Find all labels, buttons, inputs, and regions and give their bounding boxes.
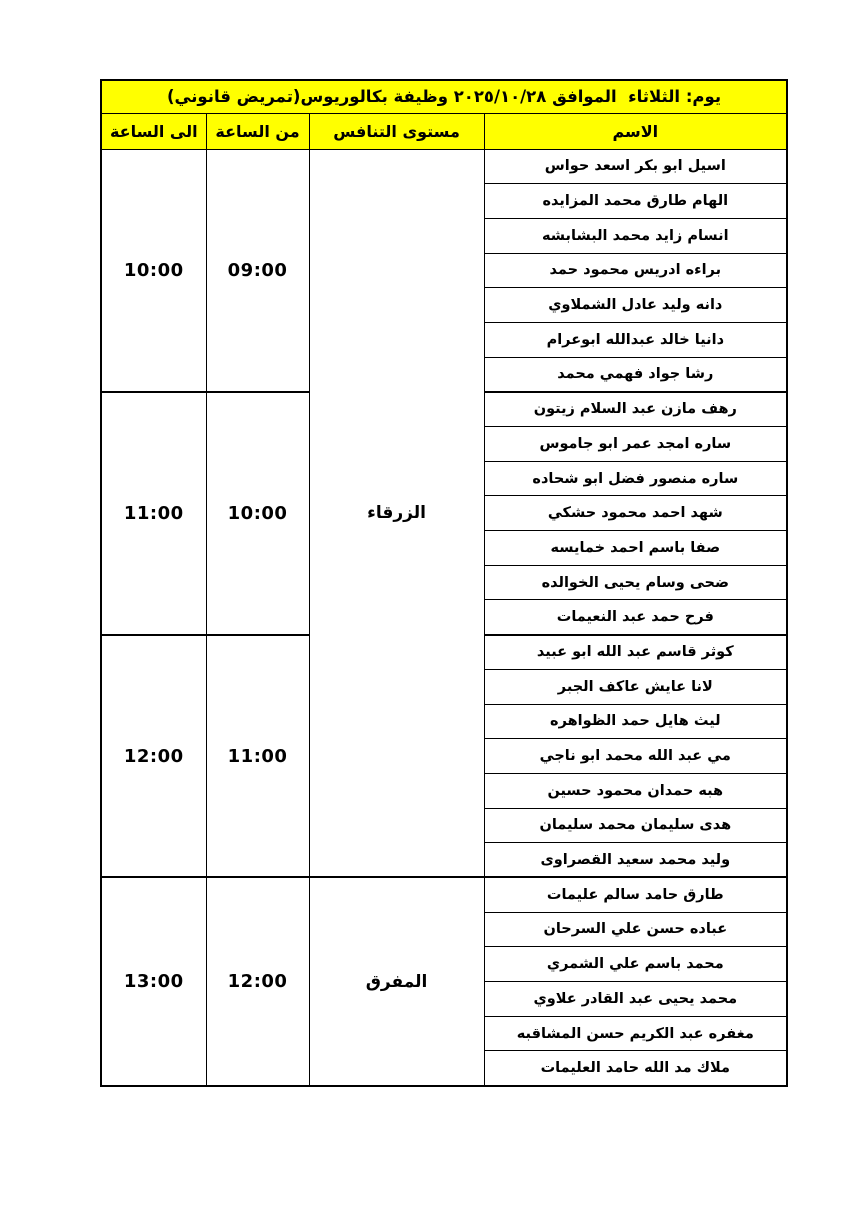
level-cell-mafraq: المفرق <box>309 877 484 1085</box>
name-cell: رهف مازن عبد السلام زيتون <box>484 392 787 427</box>
name-cell: شهد احمد محمود حشكي <box>484 496 787 531</box>
name-cell: رشا جواد فهمي محمد <box>484 357 787 392</box>
name-cell: محمد باسم علي الشمري <box>484 947 787 982</box>
table-row <box>101 877 787 912</box>
time-to-cell: 13:00 <box>101 877 206 1085</box>
table-row <box>101 149 787 184</box>
column-header-level: مستوى التنافس <box>309 113 484 149</box>
name-cell: طارق حامد سالم عليمات <box>484 877 787 912</box>
name-cell: ساره امجد عمر ابو جاموس <box>484 427 787 462</box>
schedule-table <box>100 79 788 1087</box>
name-cell: هبه حمدان محمود حسين <box>484 773 787 808</box>
name-cell: كوثر قاسم عبد الله ابو عبيد <box>484 635 787 670</box>
time-to-cell: 10:00 <box>101 149 206 392</box>
name-cell: وليد محمد سعيد القصراوى <box>484 843 787 878</box>
name-cell: ضحى وسام يحيى الخوالده <box>484 565 787 600</box>
name-cell: لانا عايش عاكف الجبر <box>484 669 787 704</box>
name-cell: عباده حسن علي السرحان <box>484 912 787 947</box>
title-row <box>101 80 787 113</box>
name-cell: فرح حمد عبد النعيمات <box>484 600 787 635</box>
name-cell: مغفره عبد الكريم حسن المشاقبه <box>484 1016 787 1051</box>
name-cell: انسام زايد محمد البشابشه <box>484 218 787 253</box>
schedule-sheet <box>100 79 786 1087</box>
column-header-name: الاسم <box>484 113 787 149</box>
time-to-cell: 11:00 <box>101 392 206 635</box>
name-cell: دانيا خالد عبدالله ابوعرام <box>484 322 787 357</box>
time-to-cell: 12:00 <box>101 635 206 878</box>
name-cell: الهام طارق محمد المزايده <box>484 184 787 219</box>
table-title: يوم: الثلاثاء الموافق ٢٠٢٥/١٠/٢٨ وظيفة بكالوريوس(تمريض قانوني) <box>101 80 787 113</box>
time-from-cell: 12:00 <box>206 877 309 1085</box>
column-header-to: الى الساعة <box>101 113 206 149</box>
header-row <box>101 113 787 149</box>
time-from-cell: 10:00 <box>206 392 309 635</box>
level-cell-zarqa: الزرقاء <box>309 149 484 877</box>
name-cell: ليث هايل حمد الظواهره <box>484 704 787 739</box>
column-header-from: من الساعة <box>206 113 309 149</box>
time-from-cell: 09:00 <box>206 149 309 392</box>
name-cell: براءه ادريس محمود حمد <box>484 253 787 288</box>
name-cell: ساره منصور فضل ابو شحاده <box>484 461 787 496</box>
name-cell: اسيل ابو بكر اسعد حواس <box>484 149 787 184</box>
name-cell: هدى سليمان محمد سليمان <box>484 808 787 843</box>
name-cell: ملاك مد الله حامد العليمات <box>484 1051 787 1086</box>
name-cell: مي عبد الله محمد ابو ناجي <box>484 739 787 774</box>
name-cell: صفا باسم احمد خمايسه <box>484 531 787 566</box>
name-cell: دانه وليد عادل الشملاوي <box>484 288 787 323</box>
name-cell: محمد يحيى عبد القادر علاوي <box>484 982 787 1017</box>
time-from-cell: 11:00 <box>206 635 309 878</box>
